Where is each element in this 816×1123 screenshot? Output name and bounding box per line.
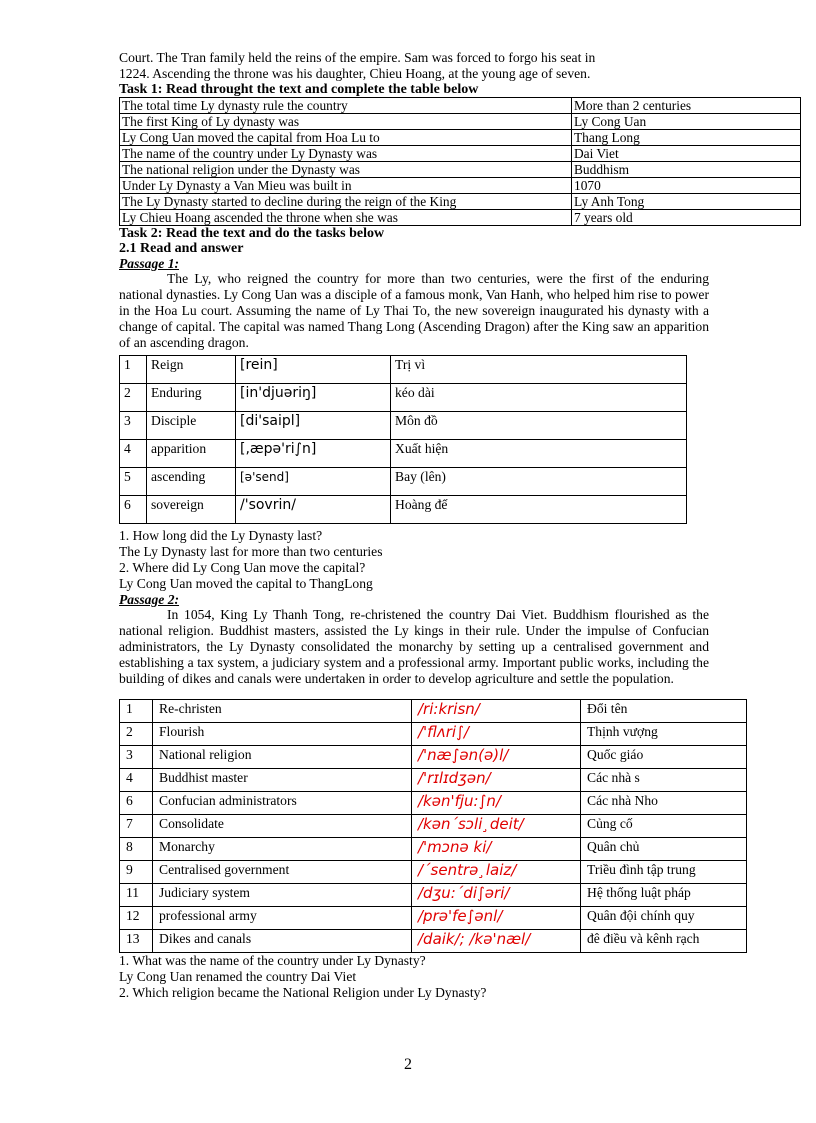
number-cell: 6 [120,792,153,815]
phonetic-cell: /daik/; /kə'næl/ [412,930,581,953]
phonetic-cell: /kən'fju:∫n/ [412,792,581,815]
phonetic-cell: [ə'send] [236,468,391,496]
meaning-cell: Hoàng đế [391,496,687,524]
task2-subheading: 2.1 Read and answer [119,241,244,256]
page-number: 2 [404,1056,412,1073]
word-cell: Judiciary system [153,884,412,907]
word-cell: professional army [153,907,412,930]
meaning-cell: Các nhà Nho [581,792,747,815]
number-cell: 5 [120,468,147,496]
question-line: 1. How long did the Ly Dynasty last? [119,528,323,543]
phonetic-cell: /'rɪlɪdʒən/ [412,769,581,792]
table-row [120,907,747,930]
question-line: 2. Where did Ly Cong Uan move the capital? [119,560,366,575]
number-cell: 2 [120,384,147,412]
table-row [120,162,801,178]
word-cell: Re-christen [153,700,412,723]
number-cell: 3 [120,412,147,440]
phonetic-cell: /´sentrə¸laiz/ [412,861,581,884]
question-line: 1. What was the name of the country under Ly Dynasty? [119,953,426,968]
question-cell: The first King of Ly dynasty was [120,114,572,130]
number-cell: 11 [120,884,153,907]
passage1-text: The Ly, who reigned the country for more than two centuries, were the first of the enduring national dynasties. Ly Cong Uan was a disciple of a famous monk, Van Hanh, who helped him rise to power in the Hoa Lu court. Assuming the name of Ly Thai To, the new sovereign inaugurated his dynasty with a change of capital. The capital was named Thang Long (Ascending Dragon) after the King saw an apparition of an ascending dragon. [119,271,709,350]
table-row [120,194,801,210]
document-page [119,50,709,1001]
phonetic-cell: /'sovrin/ [236,496,391,524]
answer-cell: 1070 [572,178,801,194]
table-row [120,746,747,769]
table-row [120,930,747,953]
meaning-cell: Bay (lên) [391,468,687,496]
answer-cell: Thang Long [572,130,801,146]
phonetic-cell: [,æpə'ri∫n] [236,440,391,468]
word-cell: Confucian administrators [153,792,412,815]
table-row [120,861,747,884]
table-row [120,114,801,130]
word-cell: apparition [147,440,236,468]
table-row [120,700,747,723]
number-cell: 1 [120,700,153,723]
table-row [120,98,801,114]
question-cell: The name of the country under Ly Dynasty was [120,146,572,162]
table-row [120,496,687,524]
table-row [120,356,687,384]
table-row [120,178,801,194]
meaning-cell: Quân đội chính quy [581,907,747,930]
meaning-cell: Quân chủ [581,838,747,861]
phonetic-cell: /prə'fe∫ənl/ [412,907,581,930]
answer-line: The Ly Dynasty last for more than two centuries [119,544,383,559]
meaning-cell: Đổi tên [581,700,747,723]
table-row [120,792,747,815]
number-cell: 3 [120,746,153,769]
question-cell: Under Ly Dynasty a Van Mieu was built in [120,178,572,194]
table-row [120,838,747,861]
meaning-cell: Hệ thống luật pháp [581,884,747,907]
number-cell: 1 [120,356,147,384]
phonetic-cell: [rein] [236,356,391,384]
number-cell: 6 [120,496,147,524]
task1-table [119,97,801,226]
word-cell: Disciple [147,412,236,440]
answer-cell: Ly Cong Uan [572,114,801,130]
phonetic-cell: /'flʌri∫/ [412,723,581,746]
number-cell: 13 [120,930,153,953]
answer-cell: More than 2 centuries [572,98,801,114]
table-row [120,210,801,226]
table-row [120,769,747,792]
question-cell: The total time Ly dynasty rule the country [120,98,572,114]
meaning-cell: kéo dài [391,384,687,412]
question-cell: The national religion under the Dynasty was [120,162,572,178]
table-row [120,468,687,496]
number-cell: 9 [120,861,153,884]
passage2-title: Passage 2: [119,592,180,607]
phonetic-cell: /kən´sɔli¸deit/ [412,815,581,838]
word-cell: Monarchy [153,838,412,861]
phonetic-cell: /'næ∫ən(ə)l/ [412,746,581,769]
word-cell: Buddhist master [153,769,412,792]
meaning-cell: Củng cố [581,815,747,838]
answer-cell: 7 years old [572,210,801,226]
phonetic-cell: [in'djuəriŋ] [236,384,391,412]
number-cell: 12 [120,907,153,930]
intro-line: 1224. Ascending the throne was his daughter, Chieu Hoang, at the young age of seven. [119,66,591,81]
meaning-cell: Trị vì [391,356,687,384]
task1-heading: Task 1: Read throught the text and complete the table below [119,82,479,97]
phonetic-cell: [di'saipl] [236,412,391,440]
passage1-title: Passage 1: [119,256,180,271]
passage2-text: In 1054, King Ly Thanh Tong, re-christened the country Dai Viet. Buddhism flourished as the national religion. Buddhist masters, assisted the Ly kings in their rule. Under the impulse of Confucian administrators, the Ly Dynasty consolidated the monarchy by setting up a centralised government and establishing a tax system, a judiciary system and a professional army. Important public works, including the building of dikes and canals were undertaken in order to develop agriculture and settle the population. [119,607,709,686]
number-cell: 8 [120,838,153,861]
question-cell: Ly Chieu Hoang ascended the throne when she was [120,210,572,226]
answer-line: Ly Cong Uan renamed the country Dai Viet [119,969,357,984]
table-row [120,384,687,412]
question-line: 2. Which religion became the National Religion under Ly Dynasty? [119,985,487,1000]
number-cell: 2 [120,723,153,746]
meaning-cell: Triều đình tập trung [581,861,747,884]
table-row [120,440,687,468]
meaning-cell: Quốc giáo [581,746,747,769]
meaning-cell: Các nhà s [581,769,747,792]
word-cell: sovereign [147,496,236,524]
word-cell: Centralised government [153,861,412,884]
meaning-cell: Thịnh vượng [581,723,747,746]
number-cell: 7 [120,815,153,838]
meaning-cell: Môn đồ [391,412,687,440]
phonetic-cell: /dʒu:´di∫əri/ [412,884,581,907]
phonetic-cell: /ri:krisn/ [412,700,581,723]
word-cell: Flourish [153,723,412,746]
table-row [120,723,747,746]
task2-heading: Task 2: Read the text and do the tasks below [119,226,385,241]
word-cell: Consolidate [153,815,412,838]
question-cell: The Ly Dynasty started to decline during the reign of the King [120,194,572,210]
passage2-vocab-table [119,699,747,953]
passage1-vocab-table [119,355,687,524]
intro-line: Court. The Tran family held the reins of the empire. Sam was forced to forgo his seat in [119,50,596,65]
number-cell: 4 [120,769,153,792]
answer-cell: Ly Anh Tong [572,194,801,210]
question-cell: Ly Cong Uan moved the capital from Hoa Lu to [120,130,572,146]
meaning-cell: đê điều và kênh rạch [581,930,747,953]
word-cell: ascending [147,468,236,496]
answer-cell: Dai Viet [572,146,801,162]
answer-cell: Buddhism [572,162,801,178]
word-cell: National religion [153,746,412,769]
answer-line: Ly Cong Uan moved the capital to ThangLong [119,576,373,591]
table-row [120,815,747,838]
meaning-cell: Xuất hiện [391,440,687,468]
table-row [120,130,801,146]
word-cell: Dikes and canals [153,930,412,953]
word-cell: Enduring [147,384,236,412]
table-row [120,412,687,440]
table-row [120,884,747,907]
word-cell: Reign [147,356,236,384]
number-cell: 4 [120,440,147,468]
table-row [120,146,801,162]
phonetic-cell: /'mɔnə ki/ [412,838,581,861]
